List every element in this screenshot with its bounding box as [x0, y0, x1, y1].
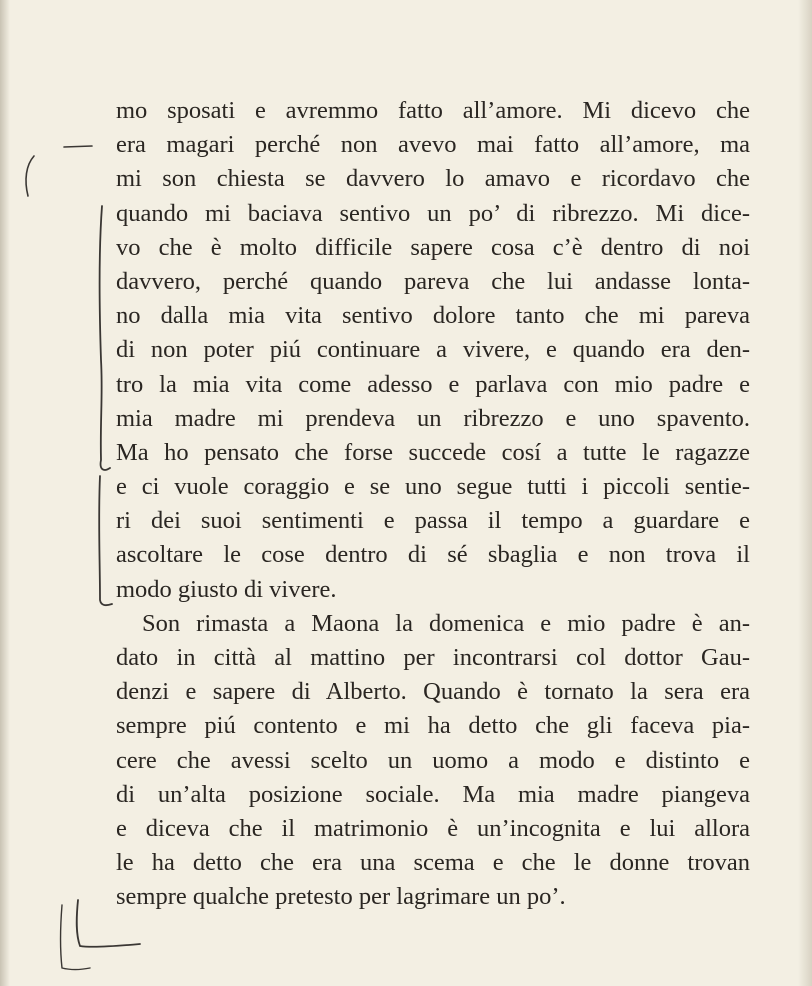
margin-paren-mark — [26, 156, 34, 196]
margin-dash-mark — [64, 146, 92, 147]
text-line: e ci vuole coraggio e se uno segue tutti i piccoli sentie- — [116, 473, 750, 501]
text-line: mo sposati e avremmo fatto all’amore. Mi dicevo che — [116, 97, 750, 124]
text-line: di un’alta posizione sociale. Ma mia madre piangeva — [116, 780, 750, 808]
text-line: vo che è molto difficile sapere cosa c’è dentro di noi — [116, 233, 750, 261]
text-line: Son rimasta a Maona la domenica e mio padre è an- — [142, 609, 750, 637]
text-line: ri dei suoi sentimenti e passa il tempo a guardare e — [116, 507, 750, 535]
text-line: no dalla mia vita sentivo dolore tanto che mi pareva — [116, 302, 750, 330]
text-line: modo giusto di vivere. — [116, 575, 337, 603]
text-line: cere che avessi scelto un uomo a modo e distinto e — [116, 746, 750, 774]
margin-bracket-mark — [99, 206, 112, 605]
text-line: e diceva che il matrimonio è un’incognita e lui allora — [116, 814, 750, 842]
text-line: sempre qualche pretesto per lagrimare un po’. — [116, 883, 566, 911]
page-right-edge — [798, 0, 812, 986]
text-line: era magari perché non avevo mai fatto all’amore, ma — [116, 131, 750, 159]
corner-mark-tick — [61, 905, 91, 970]
text-line: sempre piú contento e mi ha detto che gli faceva pia- — [116, 712, 750, 740]
text-line: tro la mia vita come adesso e parlava con mio padre e — [116, 370, 750, 398]
text-line: mi son chiesta se davvero lo amavo e ricordavo che — [116, 165, 750, 193]
page-left-edge — [0, 0, 10, 986]
text-line: mia madre mi prendeva un ribrezzo e uno spavento. — [116, 404, 750, 432]
text-line: quando mi baciava sentivo un po’ di ribrezzo. Mi dice- — [116, 199, 750, 227]
page-text — [116, 94, 750, 915]
text-line: davvero, perché quando pareva che lui andasse lonta- — [116, 267, 750, 295]
text-line: denzi e sapere di Alberto. Quando è tornato la sera era — [116, 678, 750, 706]
text-line: ascoltare le cose dentro di sé sbaglia e non trova il — [116, 541, 750, 569]
text-line: Ma ho pensato che forse succede cosí a tutte le ragazze — [116, 438, 750, 466]
text-line: dato in città al mattino per incontrarsi col dottor Gau- — [116, 644, 750, 671]
text-line: le ha detto che era una scema e che le donne trovan — [116, 849, 750, 877]
text-line: di non poter piú continuare a vivere, e quando era den- — [116, 336, 750, 364]
